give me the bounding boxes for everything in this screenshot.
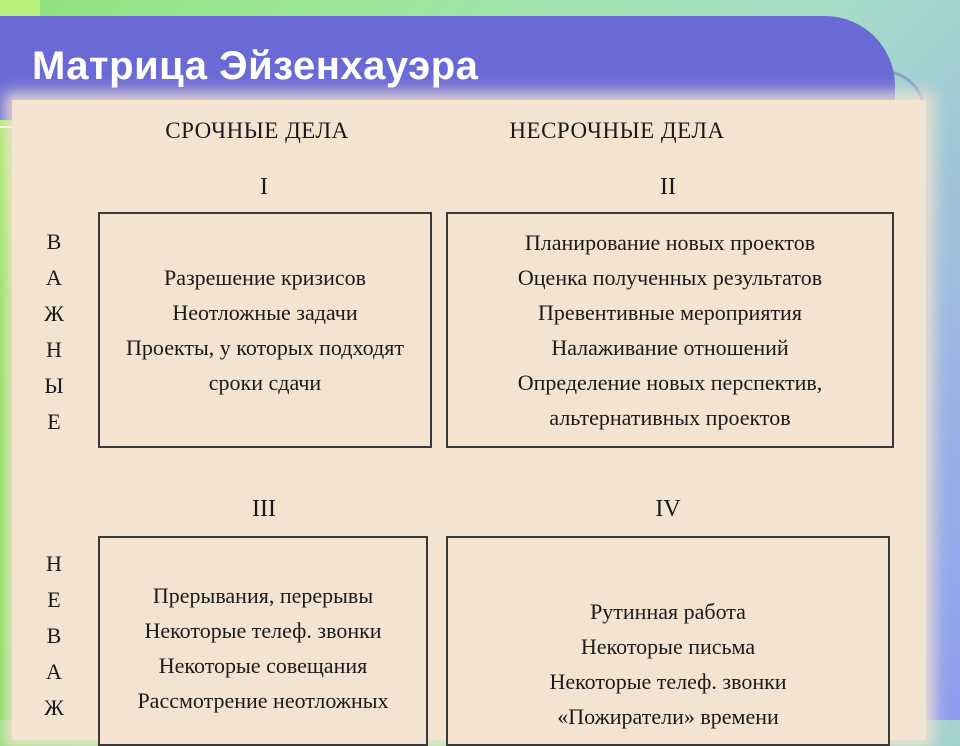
quadrant-1-line: Проекты, у которых подходят <box>126 335 404 360</box>
row-label-letter: Н <box>46 337 62 362</box>
quadrant-2-line: Определение новых перспектив, <box>517 370 823 395</box>
header-urgent: СРОЧНЫЕ ДЕЛА <box>165 118 349 143</box>
row-label-not-important <box>34 546 74 726</box>
quadrant-1-line: сроки сдачи <box>208 370 322 395</box>
row-label-letter: Ы <box>44 373 64 398</box>
row-label-letter: Ж <box>44 695 64 720</box>
quadrant-2-line: Планирование новых проектов <box>524 230 816 255</box>
row-label-letter: В <box>46 229 62 254</box>
quadrant-2-line: альтернативных проектов <box>549 405 791 430</box>
quadrant-2-box <box>446 212 894 448</box>
quadrant-4-line: «Пожиратели» времени <box>557 704 779 729</box>
row-label-letter: А <box>46 659 62 684</box>
quadrant-2-line: Налаживание отношений <box>551 335 789 360</box>
matrix-figure <box>12 100 926 740</box>
quadrant-4-line: Некоторые телеф. звонки <box>549 669 787 694</box>
quadrant-3-numeral: III <box>252 496 276 522</box>
quadrant-3-line: Рассмотрение неотложных <box>137 688 389 713</box>
quadrant-2-line: Оценка полученных результатов <box>517 265 823 290</box>
quadrant-3-line: Прерывания, перерывы <box>152 583 374 608</box>
quadrant-4-box <box>446 536 890 746</box>
quadrant-1-box <box>98 212 432 448</box>
quadrant-2-line: Превентивные мероприятия <box>538 300 802 325</box>
quadrant-4-line: Некоторые письма <box>580 634 756 659</box>
quadrant-1-line: Неотложные задачи <box>172 300 358 325</box>
quadrant-1-numeral: I <box>260 174 268 200</box>
quadrant-1-line: Разрешение кризисов <box>163 265 367 290</box>
header-not-urgent: НЕСРОЧНЫЕ ДЕЛА <box>509 118 725 143</box>
quadrant-2-numeral: II <box>660 174 676 200</box>
row-label-letter: В <box>46 623 62 648</box>
quadrant-4-line: Рутинная работа <box>590 599 746 624</box>
quadrant-4-numeral: IV <box>655 496 681 522</box>
row-label-important <box>34 224 74 440</box>
quadrant-3-line: Некоторые совещания <box>158 653 368 678</box>
row-label-letter: Е <box>47 409 61 434</box>
quadrant-3-box <box>98 536 428 746</box>
row-label-letter: Ж <box>44 301 64 326</box>
row-label-letter: Е <box>47 587 61 612</box>
row-label-letter: А <box>46 265 62 290</box>
row-label-letter: Н <box>46 551 62 576</box>
quadrant-3-line: Некоторые телеф. звонки <box>144 618 382 643</box>
slide-title: Матрица Эйзенхауэра <box>32 44 479 88</box>
